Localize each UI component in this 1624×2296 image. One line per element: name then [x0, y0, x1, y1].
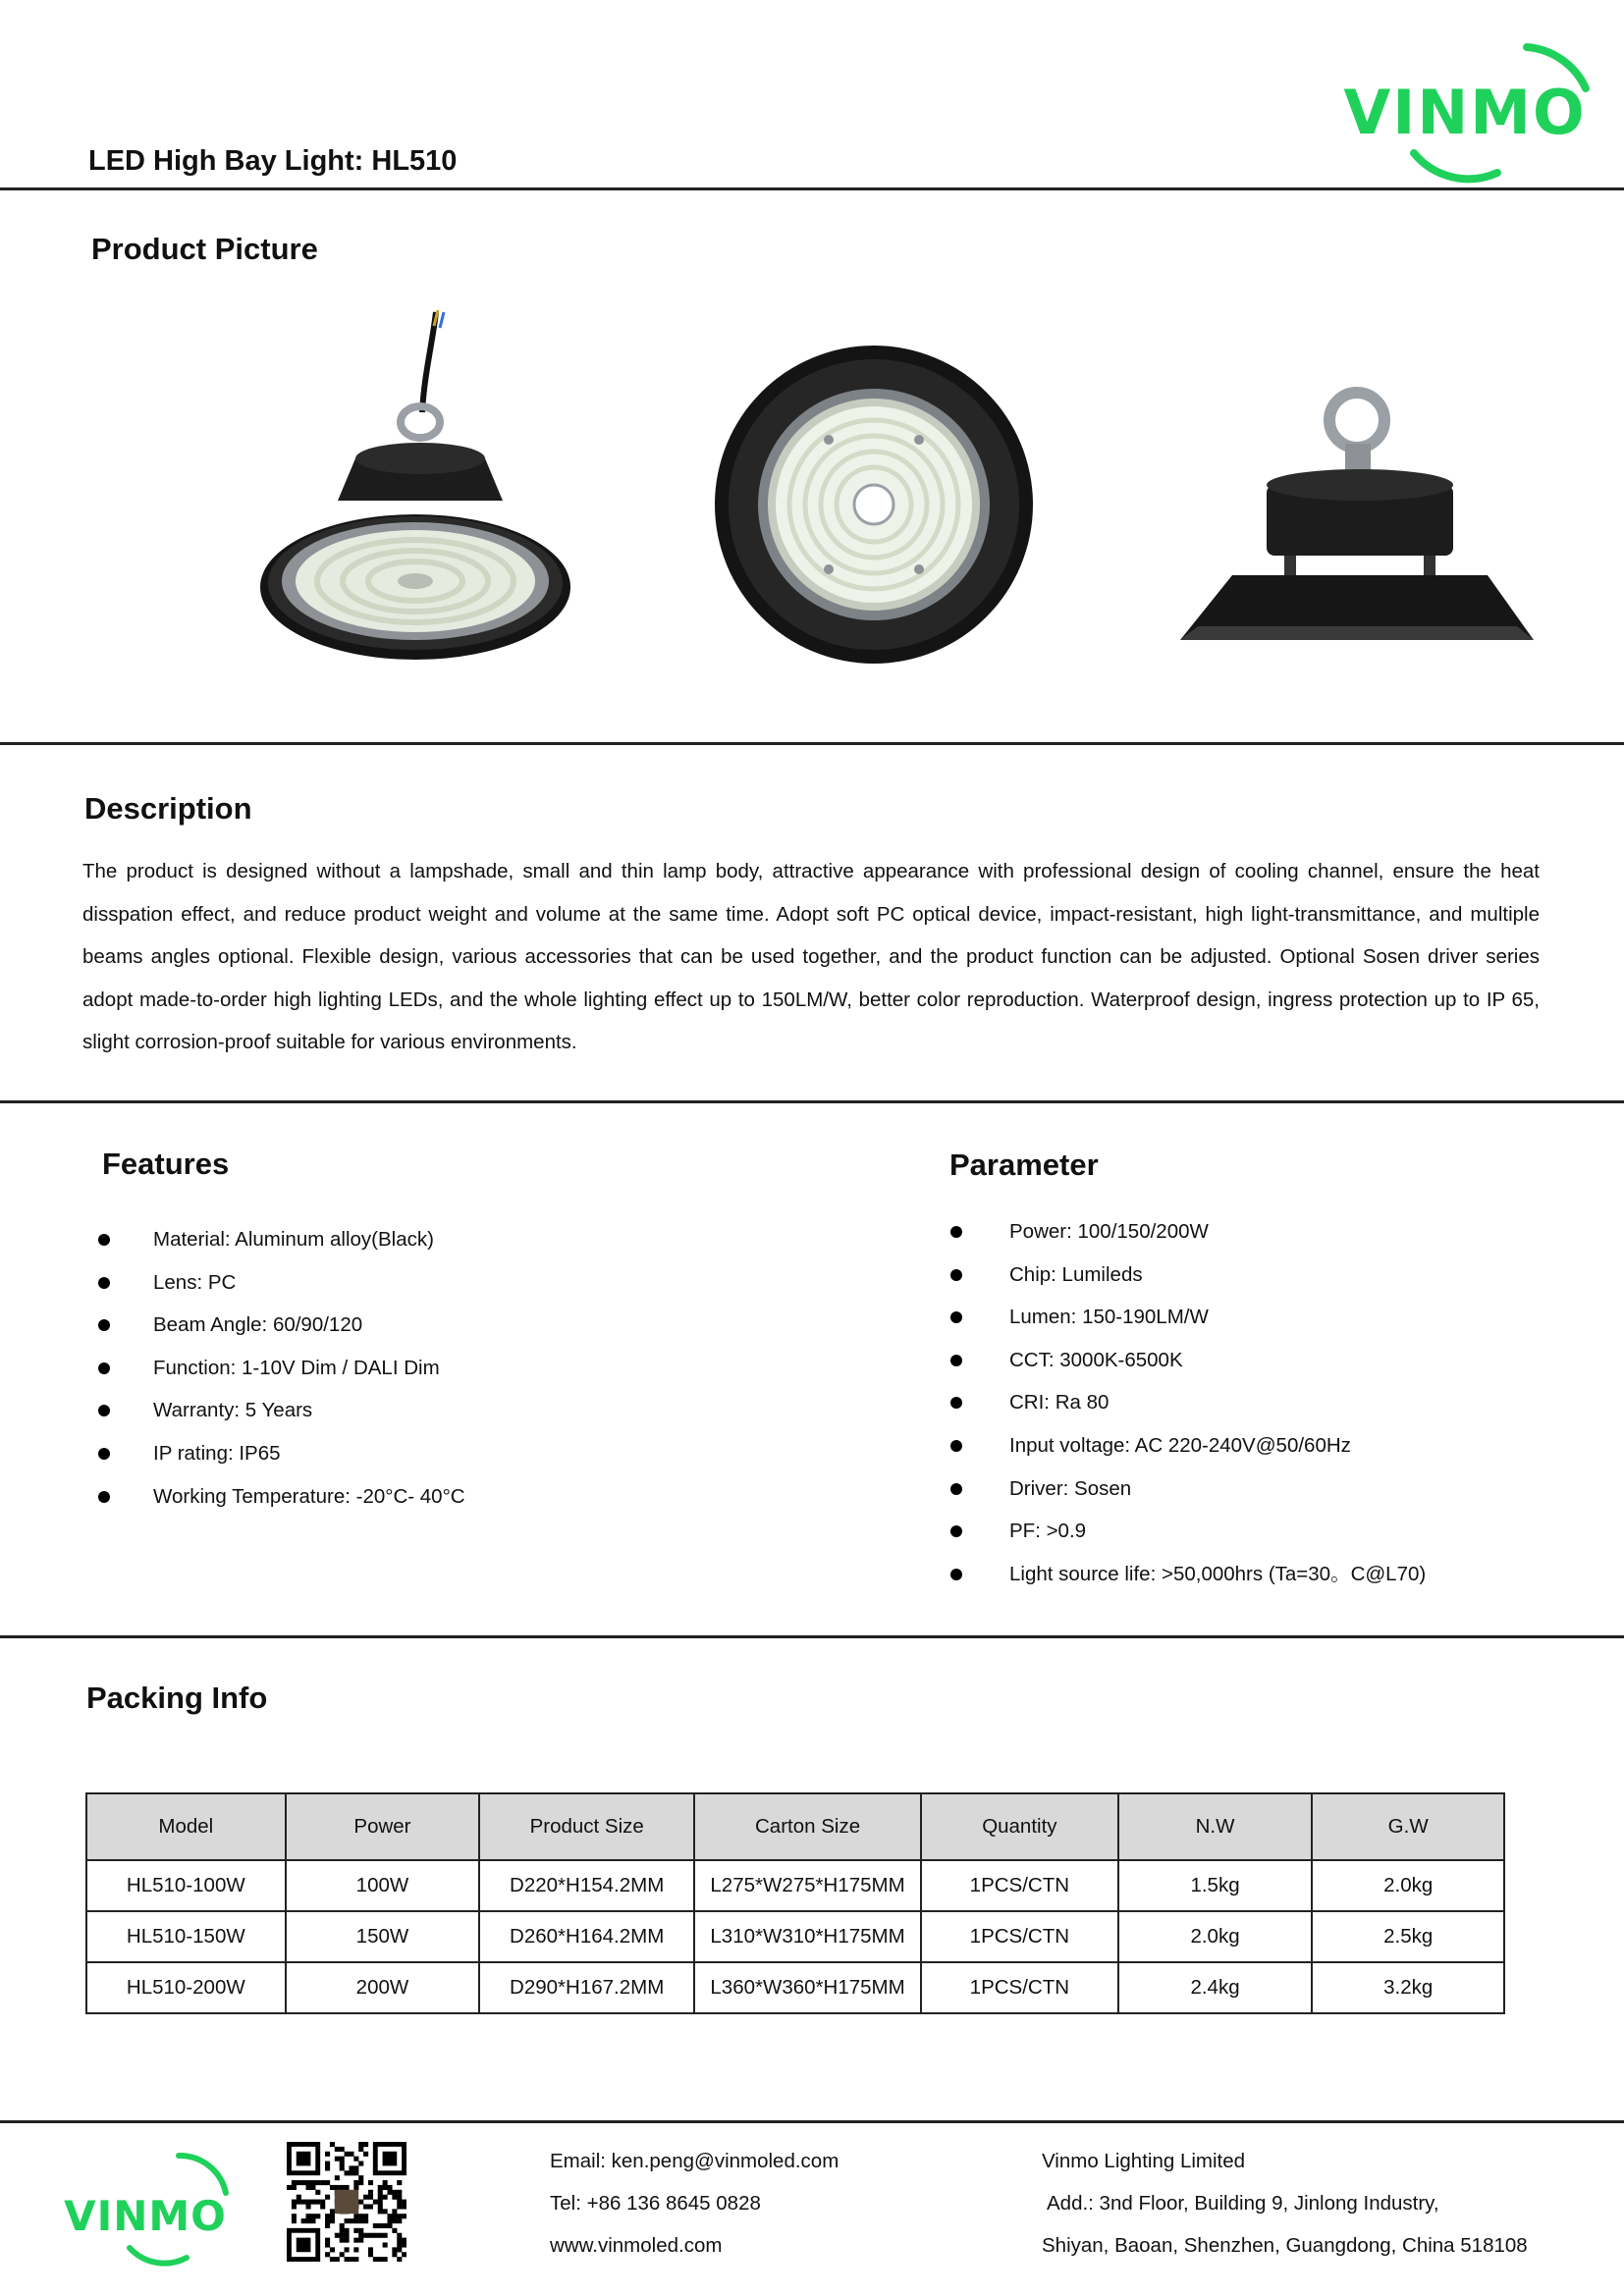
feature-item: Working Temperature: -20°C- 40°C	[98, 1475, 687, 1519]
table-cell: 100W	[286, 1860, 480, 1911]
features-title: Features	[102, 1147, 230, 1181]
column-header: Product Size	[479, 1793, 694, 1860]
table-row	[86, 1860, 1504, 1911]
bullet-icon	[98, 1319, 110, 1331]
bullet-icon	[950, 1269, 962, 1281]
parameter-item: Lumen: 150-190LM/W	[950, 1296, 1579, 1339]
bullet-icon	[950, 1483, 962, 1495]
features-divider	[0, 1635, 1624, 1638]
product-image-front	[715, 336, 1034, 674]
parameter-item: Chip: Lumileds	[950, 1254, 1579, 1297]
table-cell: HL510-200W	[86, 1962, 286, 2013]
bullet-icon	[950, 1397, 962, 1409]
column-header: Model	[86, 1793, 286, 1860]
footer-divider	[0, 2120, 1624, 2123]
parameter-item: Driver: Sosen	[950, 1468, 1579, 1511]
parameter-item: Light source life: >50,000hrs (Ta=30。C@L70)	[950, 1553, 1579, 1596]
table-cell: 2.0kg	[1118, 1911, 1313, 1962]
parameter-item: CRI: Ra 80	[950, 1381, 1579, 1424]
feature-item: Lens: PC	[98, 1261, 687, 1305]
parameter-item: Power: 100/150/200W	[950, 1210, 1579, 1254]
table-cell: 1PCS/CTN	[921, 1962, 1118, 2013]
feature-item: Beam Angle: 60/90/120	[98, 1304, 687, 1347]
bullet-icon	[950, 1226, 962, 1238]
table-cell: 2.5kg	[1312, 1911, 1504, 1962]
parameter-item: PF: >0.9	[950, 1510, 1579, 1553]
bullet-icon	[98, 1234, 110, 1246]
feature-item: Material: Aluminum alloy(Black)	[98, 1218, 687, 1261]
table-cell: 200W	[286, 1962, 480, 2013]
parameter-list	[950, 1210, 1579, 1595]
header-divider	[0, 187, 1624, 190]
table-cell: D220*H154.2MM	[479, 1860, 694, 1911]
product-image-side	[1178, 383, 1537, 640]
footer-website: www.vinmoled.com	[550, 2234, 723, 2257]
description-divider	[0, 1100, 1624, 1103]
column-header: Carton Size	[694, 1793, 921, 1860]
table-cell: 2.4kg	[1118, 1962, 1313, 2013]
table-cell: 3.2kg	[1312, 1962, 1504, 2013]
footer-address-line1: Add.: 3nd Floor, Building 9, Jinlong Industry,	[1047, 2192, 1439, 2215]
product-picture-divider	[0, 742, 1624, 745]
parameter-item: Input voltage: AC 220-240V@50/60Hz	[950, 1424, 1579, 1468]
footer-email: Email: ken.peng@vinmoled.com	[550, 2150, 839, 2172]
footer-company	[1042, 2140, 1592, 2267]
parameter-title: Parameter	[949, 1148, 1099, 1182]
footer-logo	[61, 2138, 257, 2275]
bullet-icon	[98, 1277, 110, 1289]
bullet-icon	[98, 1362, 110, 1374]
table-cell: 1.5kg	[1118, 1860, 1313, 1911]
footer-company-name: Vinmo Lighting Limited	[1042, 2150, 1246, 2172]
table-cell: HL510-150W	[86, 1911, 286, 1962]
document-title: LED High Bay Light: HL510	[88, 145, 458, 177]
footer-address-line2: Shiyan, Baoan, Shenzhen, Guangdong, China 518108	[1042, 2234, 1528, 2257]
column-header: N.W	[1118, 1793, 1313, 1860]
feature-item: Warranty: 5 Years	[98, 1389, 687, 1432]
table-cell: 1PCS/CTN	[921, 1860, 1118, 1911]
svg-text:VINMO: VINMO	[64, 2192, 227, 2240]
bullet-icon	[98, 1405, 110, 1416]
table-header-row	[86, 1793, 1504, 1860]
table-cell: HL510-100W	[86, 1860, 286, 1911]
column-header: Power	[286, 1793, 480, 1860]
packing-info-title: Packing Info	[86, 1681, 268, 1715]
table-cell: L275*W275*H175MM	[694, 1860, 921, 1911]
footer-tel: Tel: +86 136 8645 0828	[550, 2192, 761, 2215]
table-cell: L310*W310*H175MM	[694, 1911, 921, 1962]
column-header: G.W	[1312, 1793, 1504, 1860]
feature-item: IP rating: IP65	[98, 1432, 687, 1475]
table-row	[86, 1962, 1504, 2013]
product-image-angled	[257, 306, 573, 662]
table-cell: L360*W360*H175MM	[694, 1962, 921, 2013]
table-cell: 150W	[286, 1911, 480, 1962]
bullet-icon	[950, 1525, 962, 1537]
product-picture-title: Product Picture	[91, 232, 318, 266]
description-text: The product is designed without a lampshade, small and thin lamp body, attractive appearance with professional design of cooling channel, ensure the heat disspation effect, and reduce product weight and volume at the same time. Adopt soft PC optical device, impact-resistant, high light-transmittance, and multiple beams angles optional. Flexible design, various accessories that can be used together, and the product function can be adjusted. Optional Sosen driver series adopt made-to-order high lighting LEDs, and the whole lighting effect up to 150LM/W, better color reproduction. Waterproof design, ingress protection up to IP 65, slight corrosion-proof suitable for various environments.	[82, 860, 1540, 1053]
table-cell: D260*H164.2MM	[479, 1911, 694, 1962]
table-row	[86, 1911, 1504, 1962]
bullet-icon	[950, 1440, 962, 1452]
bullet-icon	[950, 1311, 962, 1323]
table-cell: 2.0kg	[1312, 1860, 1504, 1911]
column-header: Quantity	[921, 1793, 1118, 1860]
feature-item: Function: 1-10V Dim / DALI Dim	[98, 1347, 687, 1390]
description-title: Description	[84, 791, 252, 826]
svg-text:VINMO: VINMO	[1343, 77, 1587, 148]
qr-code	[287, 2142, 406, 2262]
bullet-icon	[950, 1355, 962, 1366]
header-logo	[1321, 27, 1610, 185]
bullet-icon	[950, 1569, 962, 1580]
packing-table	[85, 1792, 1505, 2014]
table-cell: D290*H167.2MM	[479, 1962, 694, 2013]
table-cell: 1PCS/CTN	[921, 1911, 1118, 1962]
features-list	[98, 1218, 687, 1518]
parameter-item: CCT: 3000K-6500K	[950, 1339, 1579, 1382]
bullet-icon	[98, 1448, 110, 1460]
bullet-icon	[98, 1491, 110, 1503]
footer-contact	[550, 2140, 962, 2267]
